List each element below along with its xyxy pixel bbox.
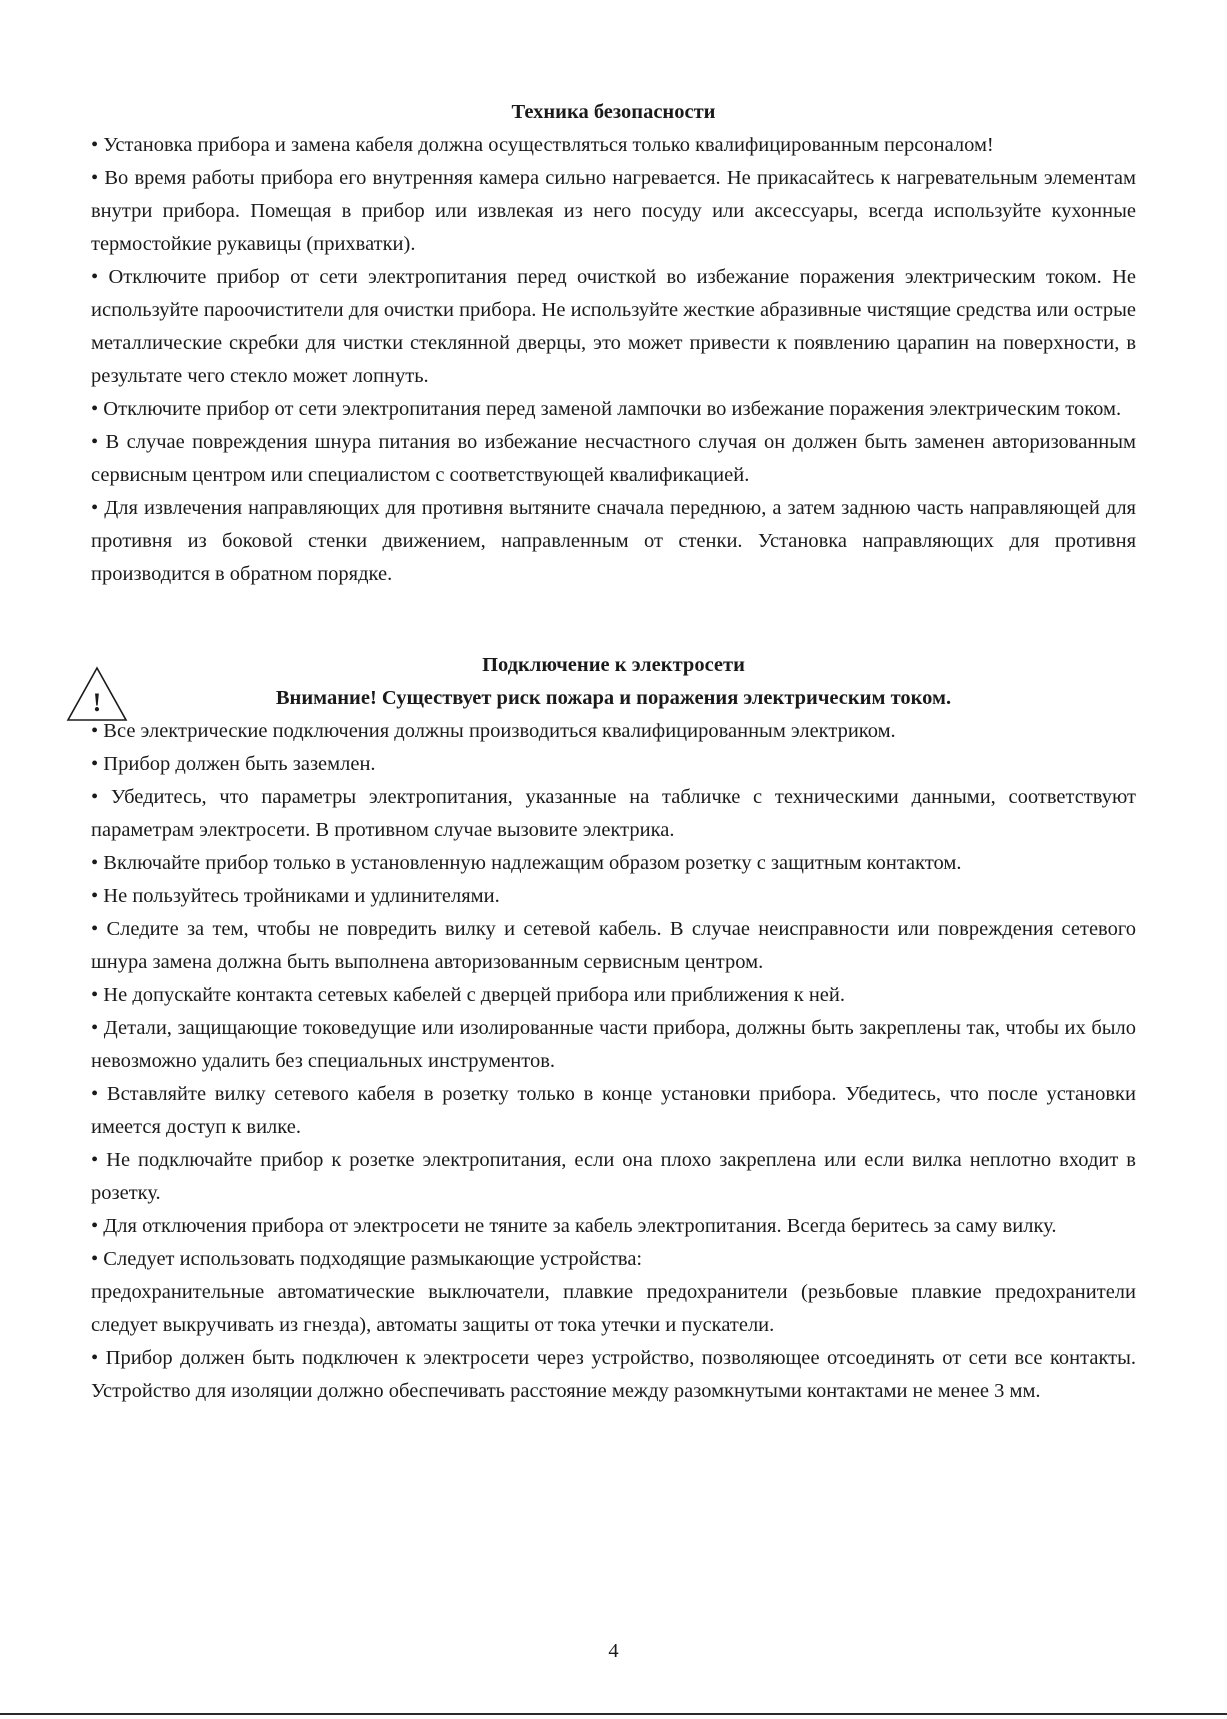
safety-paragraph: • Во время работы прибора его внутренняя камера сильно нагревается. Не прикасайтесь к нагревательным элементам внутри прибора. Помещая в прибор или извлекая из него посуду или аксессуары, всегда используйте кухонные термостойкие рукавицы (прихватки).: [91, 167, 1136, 255]
electrical-paragraph: • Убедитесь, что параметры электропитания, указанные на табличке с техническими данными, соответствуют параметрам электросети. В противном случае вызовите электрика.: [91, 786, 1136, 841]
electrical-paragraph: • Детали, защищающие токоведущие или изолированные части прибора, должны быть закреплены так, чтобы их было невозможно удалить без специальных инструментов.: [91, 1017, 1136, 1072]
electrical-paragraph: • Вставляйте вилку сетевого кабеля в розетку только в конце установки прибора. Убедитесь, что после установки имеется доступ к вилке.: [91, 1083, 1136, 1138]
electrical-paragraph: • Следует использовать подходящие размыкающие устройства:: [91, 1248, 643, 1270]
safety-heading: Техника безопасности: [511, 101, 716, 123]
safety-paragraph: • Отключите прибор от сети электропитания перед заменой лампочки во избежание поражения электрическим током.: [91, 398, 1122, 420]
safety-paragraph: • В случае повреждения шнура питания во избежание несчастного случая он должен быть заменен авторизованным сервисным центром или специалистом с соответствующей квалификацией.: [91, 431, 1136, 486]
electrical-paragraph: • Все электрические подключения должны производиться квалифицированным электриком.: [91, 720, 896, 742]
electrical-paragraph: • Прибор должен быть заземлен.: [91, 753, 376, 775]
safety-paragraph: • Установка прибора и замена кабеля должна осуществляться только квалифицированным персоналом!: [91, 134, 994, 156]
electrical-paragraph: • Не подключайте прибор к розетке электропитания, если она плохо закреплена или если вилка неплотно входит в розетку.: [91, 1149, 1136, 1204]
safety-section: [91, 96, 1136, 591]
safety-paragraph: • Отключите прибор от сети электропитания перед очисткой во избежание поражения электрическим током. Не используйте пароочистители для очистки прибора. Не используйте жесткие абразивные чистящие средства или острые металлические скребки для чистки стеклянной дверцы, это может привести к появлению царапин на поверхности, в результате чего стекло может лопнуть.: [91, 266, 1136, 387]
warning-heading: Внимание! Существует риск пожара и поражения электрическим током.: [275, 687, 952, 709]
bottom-divider: [0, 1713, 1227, 1715]
electrical-connection-section: [91, 649, 1136, 1408]
electrical-paragraph: • Следите за тем, чтобы не повредить вилку и сетевой кабель. В случае неисправности или повреждения сетевого шнура замена должна быть выполнена авторизованным сервисным центром.: [91, 918, 1136, 973]
warning-triangle-icon: [65, 665, 129, 723]
document-page: [91, 96, 1136, 1408]
electrical-paragraph: предохранительные автоматические выключатели, плавкие предохранители (резьбовые плавкие предохранители следует выкручивать из гнезда), автоматы защиты от тока утечки и пускатели.: [91, 1281, 1136, 1336]
electrical-paragraph: • Для отключения прибора от электросети не тяните за кабель электропитания. Всегда беритесь за саму вилку.: [91, 1215, 1057, 1237]
electrical-paragraph: • Не допускайте контакта сетевых кабелей с дверцей прибора или приближения к ней.: [91, 984, 845, 1006]
safety-paragraph: • Для извлечения направляющих для противня вытяните сначала переднюю, а затем заднюю часть направляющей для противня из боковой стенки движением, направленным от стенки. Установка направляющих для противня производится в обратном порядке.: [91, 497, 1136, 585]
page-number: 4: [608, 1640, 619, 1662]
svg-text:!: !: [92, 688, 102, 717]
electrical-paragraph: • Включайте прибор только в установленную надлежащим образом розетку с защитным контактом.: [91, 852, 962, 874]
electrical-paragraph: • Прибор должен быть подключен к электросети через устройство, позволяющее отсоединять от сети все контакты. Устройство для изоляции должно обеспечивать расстояние между разомкнутыми контактами не менее 3 мм.: [91, 1347, 1136, 1402]
electrical-heading: Подключение к электросети: [482, 654, 745, 676]
electrical-paragraph: • Не пользуйтесь тройниками и удлинителями.: [91, 885, 500, 907]
